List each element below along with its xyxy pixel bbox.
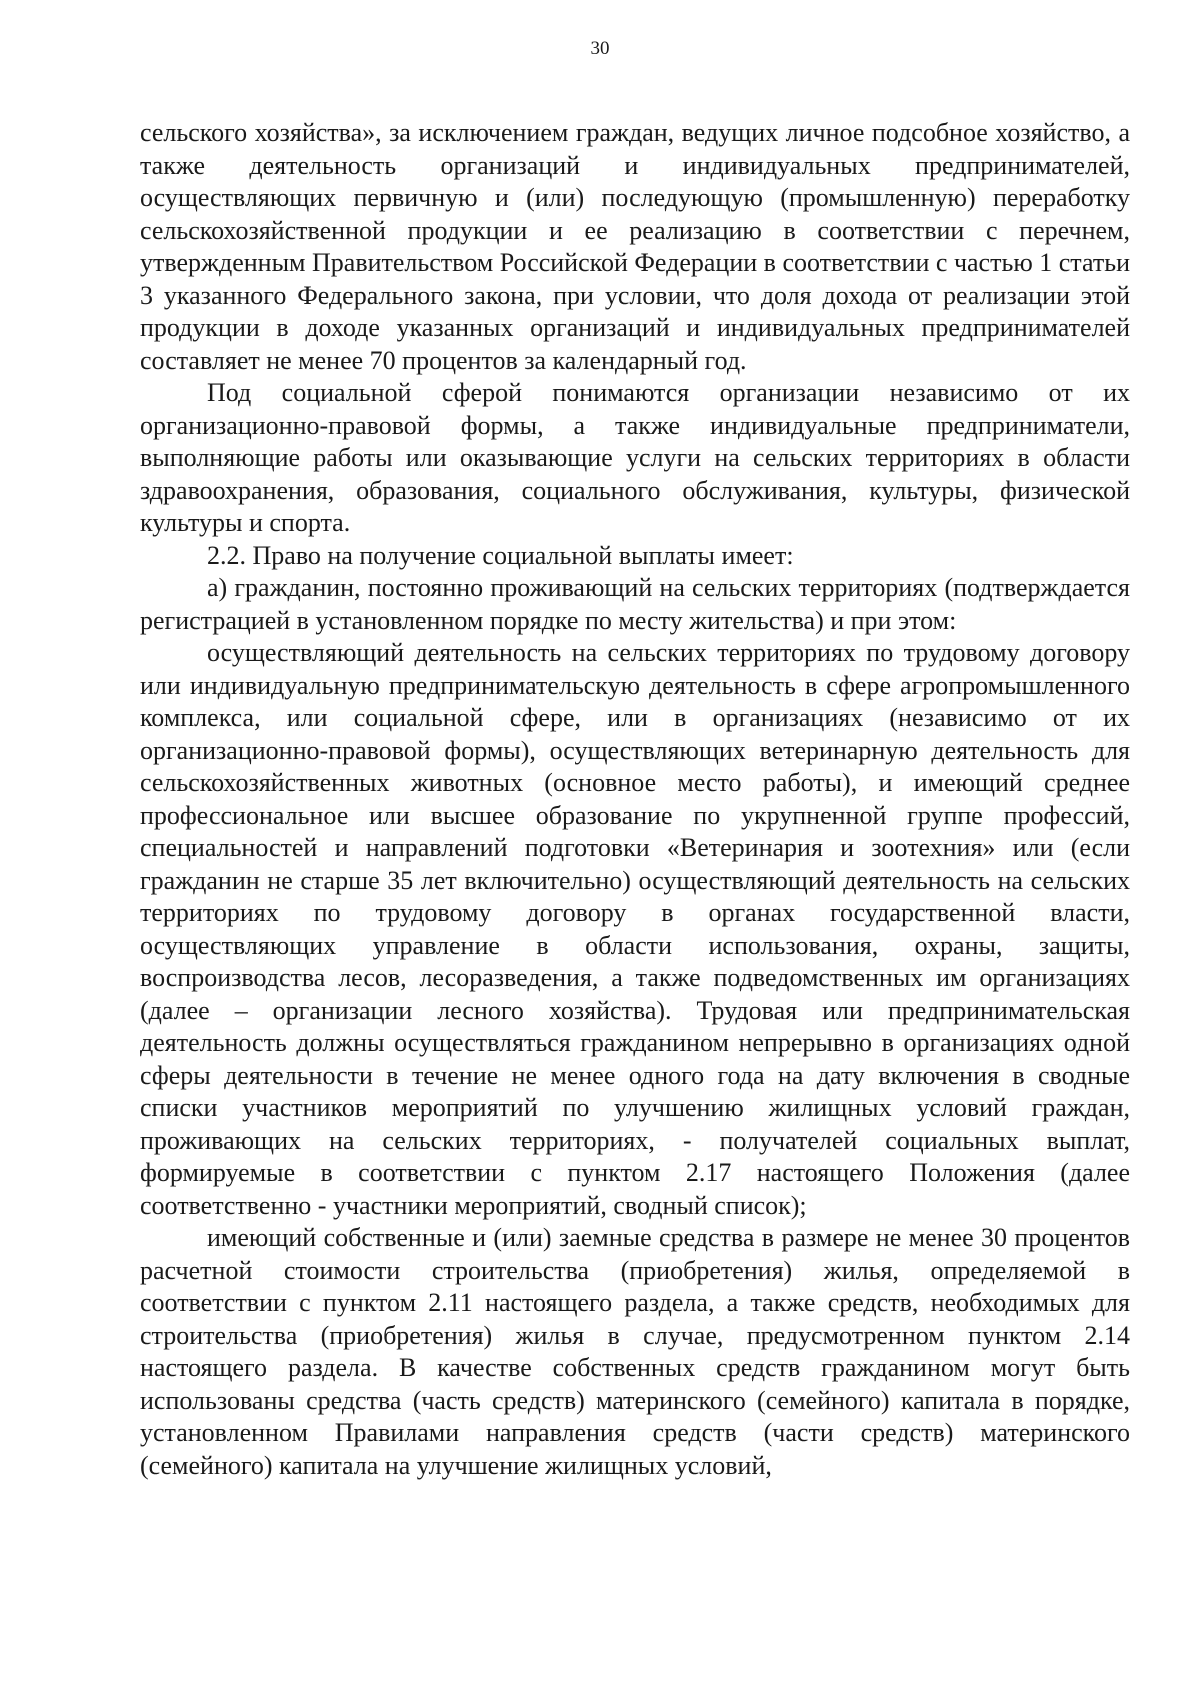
paragraph-own-funds-condition: имеющий собственные и (или) заемные средства в размере не менее 30 процентов расчетной стоимости строительства (приобретения) жилья, определяемой в соответствии с пунктом 2.11 настоящего раздела, а также средств, необходимых для строительства (приобретения) жилья в случае, предусмотренном пунктом 2.14 настоящего раздела. В качестве собственных средств гражданином могут быть использованы средства (часть средств) материнского (семейного) капитала в порядке, установленном Правилами направления средств (части средств) материнского (семейного) капитала на улучшение жилищных условий, bbox=[140, 1223, 1130, 1480]
paragraph-employment-condition: осуществляющий деятельность на сельских территориях по трудовому договору или индивидуальную предпринимательскую деятельность в сфере агропромышленного комплекса, или социальной сфере, или в организациях (независимо от их организационно-правовой формы), осуществляющих ветеринарную деятельность для сельскохозяйственных животных (основное место работы), и имеющий среднее профессиональное или высшее образование по укрупненной группе профессий, специальностей и направлений подготовки «Ветеринария и зоотехния» или (если гражданин не старше 35 лет включительно) осуществляющий деятельность на сельских территориях по трудовому договору в органах государственной власти, осуществляющих управление в области использования, охраны, защиты, воспроизводства лесов, лесоразведения, а также подведомственных им организациях (далее – организации лесного хозяйства). Трудовая или предпринимательская деятельность должны осуществляться гражданином непрерывно в организациях одной сферы деятельности в течение не менее одного года на дату включения в сводные списки участников мероприятий по улучшению жилищных условий граждан, проживающих на сельских территориях, - получателей социальных выплат, формируемые в соответствии с пунктом 2.17 настоящего Положения (далее соответственно - участники мероприятий, сводный список); bbox=[140, 638, 1130, 1220]
paragraph-social-sphere-definition: Под социальной сферой понимаются организации независимо от их организационно-правовой формы, а также индивидуальные предприниматели, выполняющие работы или оказывающие услуги на сельских территориях в области здравоохранения, образования, социального обслуживания, культуры, физической культуры и спорта. bbox=[140, 378, 1130, 537]
document-body bbox=[140, 117, 1130, 1482]
page-number: 30 bbox=[590, 38, 610, 59]
paragraph-clause-2-2: 2.2. Право на получение социальной выплаты имеет: bbox=[207, 540, 794, 570]
paragraph-item-a: а) гражданин, постоянно проживающий на сельских территориях (подтверждается регистрацией в установленном порядке по месту жительства) и при этом: bbox=[140, 573, 1130, 635]
paragraph-agro-definition-continued: сельского хозяйства», за исключением граждан, ведущих личное подсобное хозяйство, а также деятельность организаций и индивидуальных предпринимателей, осуществляющих первичную и (или) последующую (промышленную) переработку сельскохозяйственной продукции и ее реализацию в соответствии с перечнем, утвержденным Правительством Российской Федерации в соответствии с частью 1 статьи 3 указанного Федерального закона, при условии, что доля дохода от реализации этой продукции в доходе указанных организаций и индивидуальных предпринимателей составляет не менее 70 процентов за календарный год. bbox=[140, 118, 1130, 375]
